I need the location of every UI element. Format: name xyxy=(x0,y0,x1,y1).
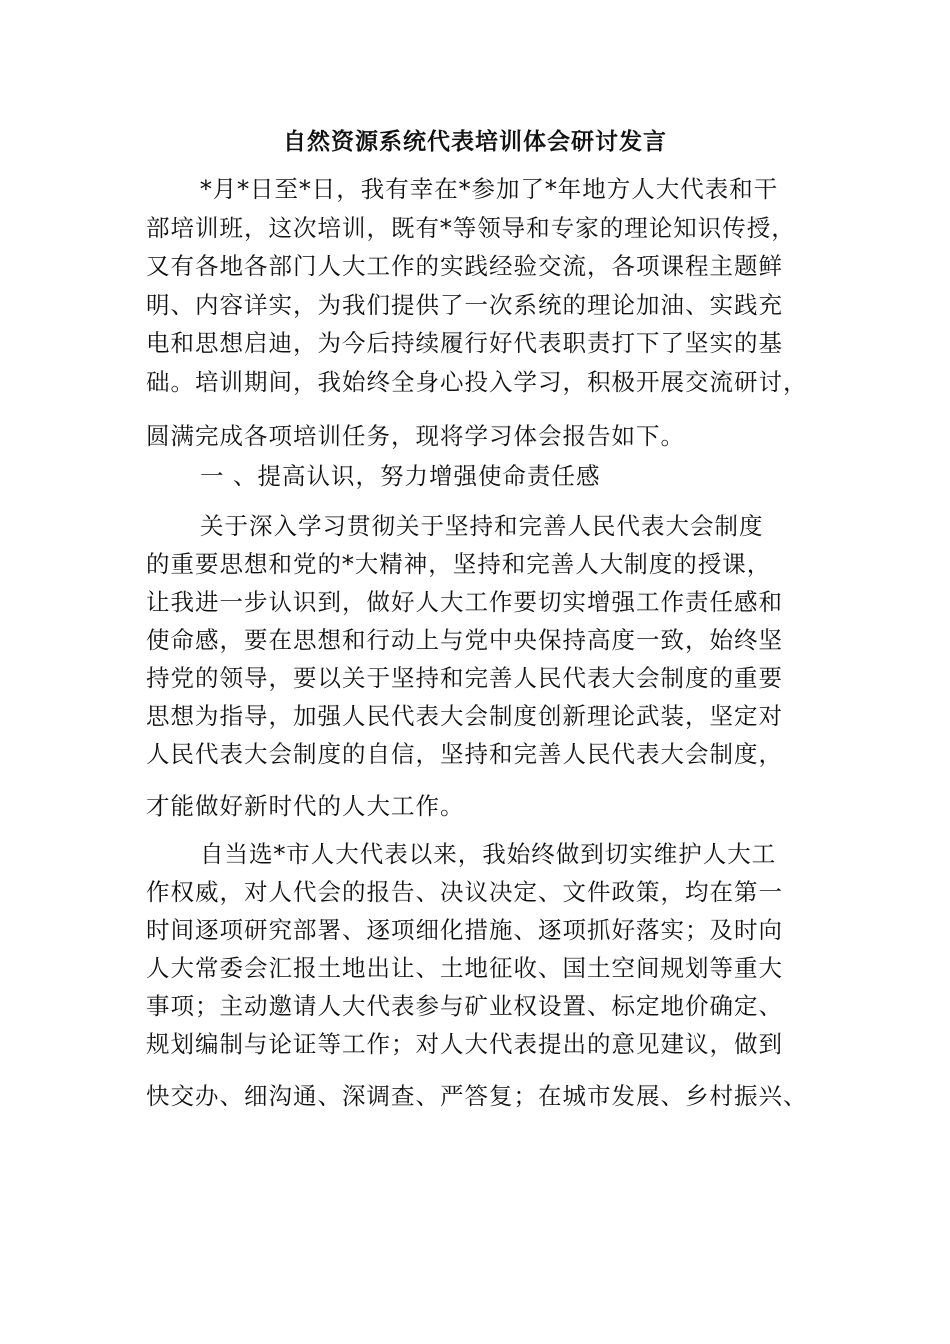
paragraph-line: 快交办、细沟通、深调查、严答复；在城市发展、乡村振兴、 xyxy=(146,1082,808,1110)
paragraph-line: 事项；主动邀请人大代表参与矿业权设置、标定地价确定、 xyxy=(146,992,783,1020)
paragraph-line: 部培训班，这次培训，既有*等领导和专家的理论知识传授， xyxy=(146,214,796,242)
section-heading: 一 、提高认识，努力增强使命责任感 xyxy=(200,462,601,490)
paragraph-line: 使命感，要在思想和行动上与党中央保持高度一致，始终坚 xyxy=(146,626,783,654)
paragraph-line: 作权威，对人代会的报告、决议决定、文件政策，均在第一 xyxy=(146,878,783,906)
paragraph-line: 持党的领导，要以关于坚持和完善人民代表大会制度的重要 xyxy=(146,664,783,692)
paragraph-line: 关于深入学习贯彻关于坚持和完善人民代表大会制度 xyxy=(200,512,764,540)
paragraph-line: 才能做好新时代的人大工作。 xyxy=(146,792,465,820)
paragraph-line: 电和思想启迪，为今后持续履行好代表职责打下了坚实的基 xyxy=(146,329,783,357)
paragraph-line: 自当选*市人大代表以来，我始终做到切实维护人大工 xyxy=(200,840,777,868)
paragraph-line: 的重要思想和党的*大精神，坚持和完善人大制度的授课， xyxy=(146,550,772,578)
paragraph-line: 规划编制与论证等工作；对人大代表提出的意见建议，做到 xyxy=(146,1030,783,1058)
paragraph-line: 础。培训期间，我始终全身心投入学习，积极开展交流研讨， xyxy=(146,368,808,396)
paragraph-line: 时间逐项研究部署、逐项细化措施、逐项抓好落实；及时向 xyxy=(146,916,783,944)
paragraph-line: 人民代表大会制度的自信，坚持和完善人民代表大会制度， xyxy=(146,740,783,768)
document-title: 自然资源系统代表培训体会研讨发言 xyxy=(283,128,667,155)
paragraph-line: 圆满完成各项培训任务，现将学习体会报告如下。 xyxy=(146,422,685,450)
paragraph-line: 明、内容详实，为我们提供了一次系统的理论加油、实践充 xyxy=(146,291,783,319)
paragraph-line: 让我进一步认识到，做好人大工作要切实增强工作责任感和 xyxy=(146,588,783,616)
paragraph-line: 人大常委会汇报土地出让、土地征收、国土空间规划等重大 xyxy=(146,954,783,982)
paragraph-line: 又有各地各部门人大工作的实践经验交流，各项课程主题鲜 xyxy=(146,252,783,280)
paragraph-line: 思想为指导，加强人民代表大会制度创新理论武装，坚定对 xyxy=(146,702,783,730)
paragraph-line: *月*日至*日，我有幸在*参加了*年地方人大代表和干 xyxy=(200,175,779,203)
